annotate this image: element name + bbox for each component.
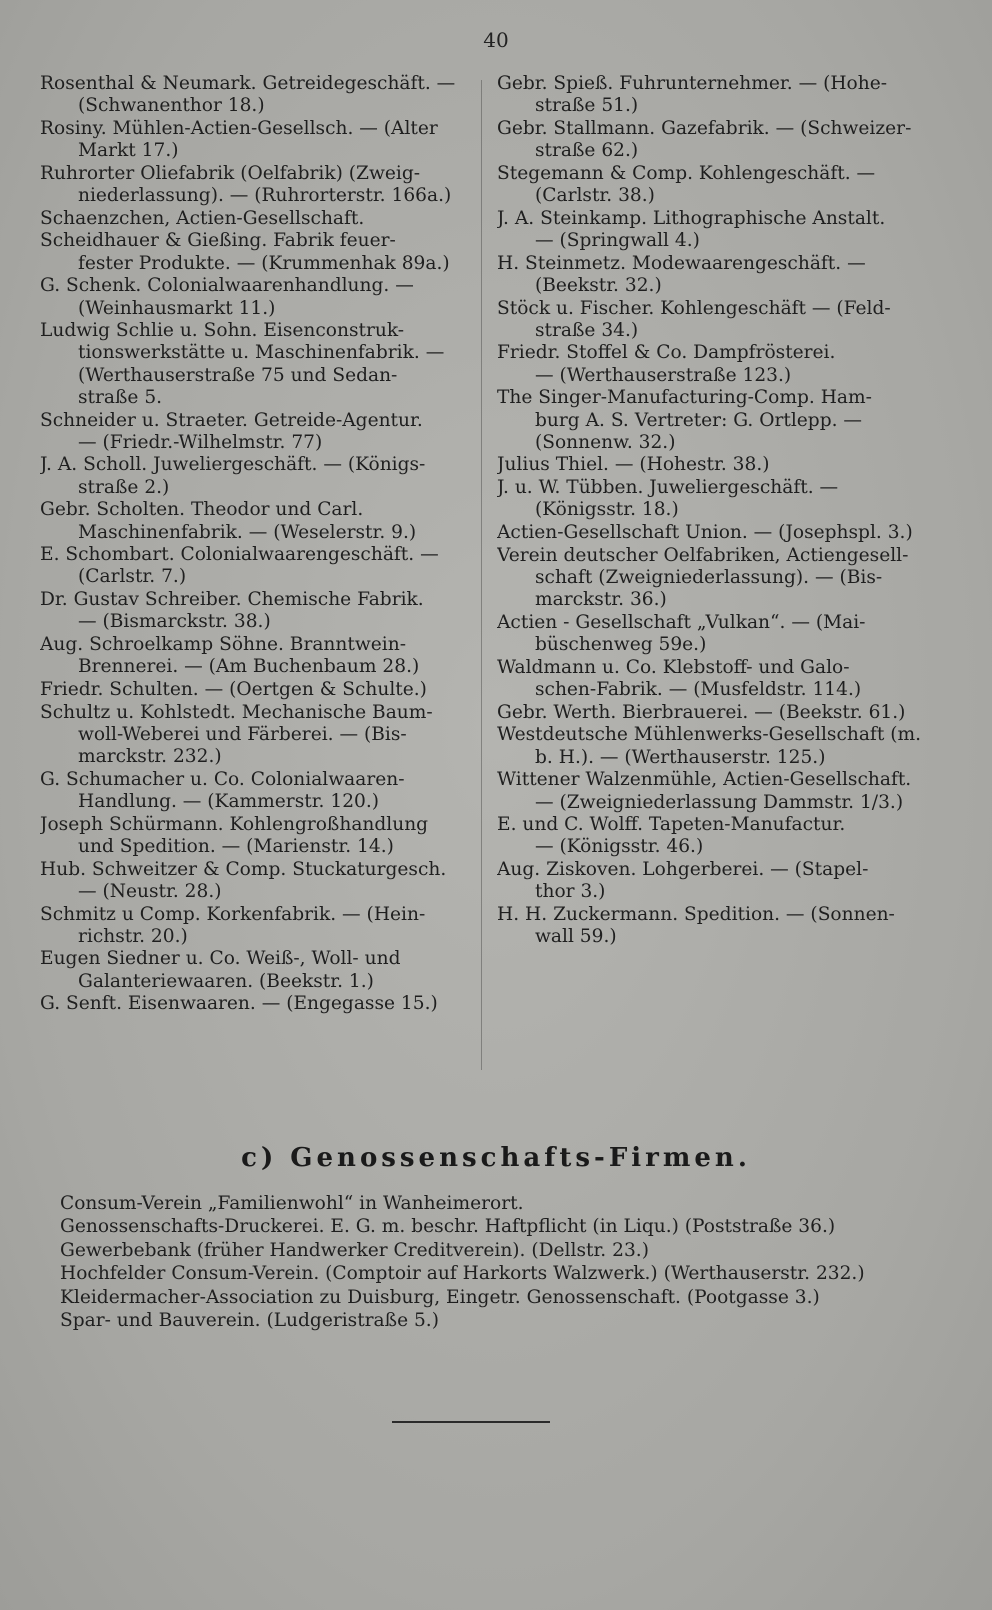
entry-line: Gebr. Werth. Bierbrauerei. — (Beekstr. 61.): [497, 701, 906, 723]
entry-line: Handlung. — (Kammerstr. 120.): [78, 791, 380, 812]
directory-entry: [497, 859, 932, 903]
directory-entry: [497, 208, 932, 252]
directory-entry: [40, 208, 465, 230]
cooperative-entry: Spar- und Bauverein. (Ludgeristraße 5.): [60, 1310, 439, 1332]
cooperative-entry: Genossenschafts-Druckerei. E. G. m. beschr. Haftpflicht (in Liqu.) (Poststraße 36.): [60, 1216, 836, 1238]
directory-entry: [40, 275, 465, 319]
entry-line: (Carlstr. 7.): [78, 566, 187, 588]
entry-line: Ludwig Schlie u. Sohn. Eisenconstruk-: [40, 320, 405, 342]
directory-entry: [40, 679, 465, 701]
entry-line: Julius Thiel. — (Hohestr. 38.): [497, 454, 770, 476]
directory-entry: [497, 657, 932, 701]
entry-line: straße 5.: [78, 386, 163, 408]
directory-entry: [40, 859, 465, 903]
entry-line: Schneider u. Straeter. Getreide-Agentur.: [40, 409, 423, 431]
entry-line: J. A. Scholl. Juweliergeschäft. — (Königs-: [40, 454, 426, 476]
entry-line: straße 51.): [535, 95, 639, 117]
entry-line: Waldmann u. Co. Klebstoff- und Galo-: [497, 656, 850, 678]
entry-line: Gebr. Spieß. Fuhrunternehmer. — (Hohe-: [497, 73, 887, 94]
directory-entry: [40, 320, 465, 409]
entry-line: Hub. Schweitzer & Comp. Stuckaturgesch.: [40, 858, 447, 880]
directory-entry: [497, 477, 932, 521]
directory-entry: [497, 387, 932, 454]
directory-entry: [40, 544, 465, 588]
directory-entry: [40, 410, 465, 454]
entry-line: Stöck u. Fischer. Kohlengeschäft — (Feld-: [497, 297, 891, 319]
entry-line: (Beekstr. 32.): [535, 274, 662, 296]
entry-line: (Schwanenthor 18.): [78, 95, 265, 117]
entry-line: (Weinhausmarkt 11.): [78, 297, 276, 319]
directory-entry: [497, 814, 932, 858]
directory-entry: [497, 342, 932, 386]
entry-line: wall 59.): [535, 926, 617, 948]
directory-entry: [40, 589, 465, 633]
entry-line: Aug. Schroelkamp Söhne. Branntwein-: [40, 634, 406, 656]
entry-line: — (Springwall 4.): [535, 229, 700, 251]
cooperative-entry: Kleidermacher-Association zu Duisburg, Eingetr. Genossenschaft. (Pootgasse 3.): [60, 1286, 820, 1308]
entry-line: The Singer-Manufacturing-Comp. Ham-: [497, 387, 872, 409]
entry-line: Rosiny. Mühlen-Actien-Gesellsch. — (Alter: [40, 117, 438, 139]
directory-entry: [40, 163, 465, 207]
right-column: [497, 73, 932, 949]
directory-entry: [40, 769, 465, 813]
entry-line: (Carlstr. 38.): [535, 185, 655, 207]
directory-entry: [40, 499, 465, 543]
entry-line: H. Steinmetz. Modewaarengeschäft. —: [497, 252, 866, 274]
directory-entry: [497, 769, 932, 813]
entry-line: Aug. Ziskoven. Lohgerberei. — (Stapel-: [497, 859, 869, 881]
end-rule: [392, 1421, 550, 1423]
directory-entry: [40, 634, 465, 678]
entry-line: fester Produkte. — (Krummenhak 89a.): [78, 252, 450, 274]
entry-line: und Spedition. — (Marienstr. 14.): [78, 835, 394, 857]
directory-entry: [40, 814, 465, 858]
entry-line: schen-Fabrik. — (Musfeldstr. 114.): [535, 678, 862, 700]
directory-entry: [497, 545, 932, 612]
entry-line: (Werthauserstraße 75 und Sedan-: [78, 364, 398, 386]
cooperative-entry: Consum-Verein „Familienwohl“ in Wanheimerort.: [60, 1193, 524, 1214]
directory-entry: [40, 993, 465, 1015]
left-column: [40, 73, 465, 1016]
entry-line: E. Schombart. Colonialwaarengeschäft. —: [40, 544, 439, 566]
entry-line: J. u. W. Tübben. Juweliergeschäft. —: [497, 477, 839, 499]
directory-entry: [40, 904, 465, 948]
directory-entry: [40, 702, 465, 769]
entry-line: E. und C. Wolff. Tapeten-Manufactur.: [497, 814, 846, 836]
entry-line: Stegemann & Comp. Kohlengeschäft. —: [497, 162, 876, 184]
entry-line: Schaenzchen, Actien-Gesellschaft.: [40, 207, 365, 229]
directory-entry: [497, 253, 932, 297]
directory-entry: [497, 702, 932, 724]
entry-line: straße 2.): [78, 476, 170, 498]
directory-entry: [40, 454, 465, 498]
entry-line: J. A. Steinkamp. Lithographische Anstalt.: [497, 207, 886, 229]
entry-line: niederlassung). — (Ruhrorterstr. 166a.): [78, 185, 452, 207]
entry-line: Dr. Gustav Schreiber. Chemische Fabrik.: [40, 589, 424, 611]
cooperative-entry: Hochfelder Consum-Verein. (Comptoir auf Harkorts Walzwerk.) (Werthauserstr. 232.): [60, 1263, 865, 1285]
entry-line: Schmitz u Comp. Korkenfabrik. — (Hein-: [40, 903, 426, 925]
entry-line: Schultz u. Kohlstedt. Mechanische Baum-: [40, 701, 433, 723]
directory-entry: [497, 73, 932, 117]
directory-entry: [497, 118, 932, 162]
entry-line: — (Friedr.-Wilhelmstr. 77): [78, 431, 323, 453]
entry-line: b. H.). — (Werthauserstr. 125.): [535, 746, 826, 768]
entry-line: Joseph Schürmann. Kohlengroßhandlung: [40, 813, 429, 835]
entry-line: (Sonnenw. 32.): [535, 431, 676, 453]
entry-line: schaft (Zweigniederlassung). — (Bis-: [535, 566, 883, 588]
entry-line: Rosenthal & Neumark. Getreidegeschäft. —: [40, 73, 456, 94]
entry-line: Gebr. Scholten. Theodor und Carl.: [40, 499, 364, 521]
page-number: 40: [483, 28, 509, 52]
entry-line: straße 34.): [535, 319, 639, 341]
entry-line: Wittener Walzenmühle, Actien-Gesellschaft.: [497, 769, 912, 791]
section-heading: c) Genossenschafts-Firmen.: [241, 1143, 751, 1173]
entry-line: — (Königsstr. 46.): [535, 836, 704, 858]
entry-line: marckstr. 232.): [78, 746, 222, 768]
directory-entry: [40, 118, 465, 162]
entry-line: Brennerei. — (Am Buchenbaum 28.): [78, 656, 420, 678]
entry-line: Actien - Gesellschaft „Vulkan“. — (Mai-: [497, 611, 866, 633]
entry-line: — (Werthauserstraße 123.): [535, 364, 792, 386]
entry-line: Galanteriewaaren. (Beekstr. 1.): [78, 970, 374, 992]
entry-line: — (Zweigniederlassung Dammstr. 1/3.): [535, 791, 904, 813]
entry-line: G. Schenk. Colonialwaarenhandlung. —: [40, 275, 414, 297]
directory-entry: [497, 298, 932, 342]
entry-line: burg A. S. Vertreter: G. Ortlepp. —: [535, 409, 863, 431]
entry-line: Westdeutsche Mühlenwerks-Gesellschaft (m.: [497, 724, 921, 746]
directory-entry: [497, 454, 932, 476]
entry-line: — (Neustr. 28.): [78, 880, 222, 902]
entry-line: Verein deutscher Oelfabriken, Actiengesell-: [497, 544, 909, 566]
entry-line: Actien-Gesellschaft Union. — (Josephspl. 3.): [497, 522, 913, 544]
directory-entry: [40, 230, 465, 274]
directory-entry: [497, 904, 932, 948]
entry-line: thor 3.): [535, 881, 606, 903]
entry-line: (Königsstr. 18.): [535, 499, 679, 521]
entry-line: woll-Weberei und Färberei. — (Bis-: [78, 723, 407, 745]
entry-line: H. H. Zuckermann. Spedition. — (Sonnen-: [497, 904, 895, 926]
directory-entry: [497, 522, 932, 544]
entry-line: Markt 17.): [78, 140, 179, 162]
column-divider: [481, 80, 482, 1070]
entry-line: Eugen Siedner u. Co. Weiß-, Woll- und: [40, 948, 401, 970]
directory-entry: [497, 612, 932, 656]
entry-line: straße 62.): [535, 140, 639, 162]
entry-line: Ruhrorter Oliefabrik (Oelfabrik) (Zweig-: [40, 162, 421, 184]
cooperative-entry: Gewerbebank (früher Handwerker Creditverein). (Dellstr. 23.): [60, 1239, 649, 1261]
directory-entry: [40, 948, 465, 992]
entry-line: Friedr. Schulten. — (Oertgen & Schulte.): [40, 678, 427, 700]
entry-line: G. Schumacher u. Co. Colonialwaaren-: [40, 768, 405, 790]
entry-line: — (Bismarckstr. 38.): [78, 611, 271, 633]
entry-line: büschenweg 59e.): [535, 634, 707, 656]
entry-line: tionswerkstätte u. Maschinenfabrik. —: [78, 342, 445, 364]
entry-line: richstr. 20.): [78, 925, 188, 947]
entry-line: marckstr. 36.): [535, 589, 667, 611]
entry-line: Maschinenfabrik. — (Weselerstr. 9.): [78, 521, 417, 543]
directory-entry: [497, 724, 932, 768]
entry-line: Gebr. Stallmann. Gazefabrik. — (Schweizer-: [497, 117, 912, 139]
directory-entry: [40, 73, 465, 117]
entry-line: Scheidhauer & Gießing. Fabrik feuer-: [40, 230, 396, 252]
entry-line: G. Senft. Eisenwaaren. — (Engegasse 15.): [40, 993, 438, 1015]
cooperatives-list: [60, 1192, 940, 1332]
entry-line: Friedr. Stoffel & Co. Dampfrösterei.: [497, 342, 836, 364]
directory-entry: [497, 163, 932, 207]
